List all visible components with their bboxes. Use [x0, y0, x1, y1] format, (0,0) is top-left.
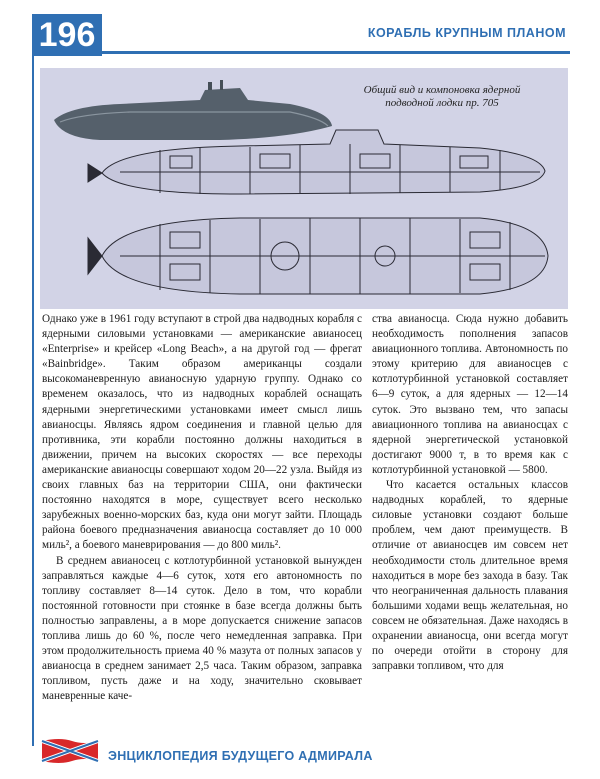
naval-flag-icon	[40, 737, 100, 765]
page-header	[0, 0, 600, 70]
section-title: КОРАБЛЬ КРУПНЫМ ПЛАНОМ	[367, 26, 566, 40]
text-column-left	[42, 312, 362, 704]
submarine-plan-section	[88, 218, 548, 294]
encyclopedia-title: ЭНЦИКЛОПЕДИЯ БУДУЩЕГО АДМИРАЛА	[108, 749, 373, 763]
paragraph: Что касается остальных классов надводных кораблей, то ядерные силовые установки создают больше проблем, чем дают преимуществ. В отличие от авианосцев им совсем нет необходимости столь длительное время находиться в море без захода в базу. Так что неограниченная дальность плавания большими ходами вещь желательная, но совсем не обязательная. Даже находясь в охранении авианосца, они всегда могут по очереди отойти в сторону для заправки топливом, что для	[372, 479, 568, 673]
paragraph: В среднем авианосец с котлотурбинной установкой вынужден заправляться каждые 4—6 суток, хотя его автономность по топливу составляет 8—14 суток. Дело в том, что корабли постоянной готовности при стоянке в базе всегда должны быть полностью заправлены, а в море допускается снижение запасов топлива лишь до 60 %, после чего немедленная заправка. При этом продолжительность приема 40 % мазута от полных запасов у авианосца в среднем занимает 2,5 часа. Таким образом, заправка топливом, пусть даже и на ходу, значительно сковывает маневренные каче-	[42, 554, 362, 703]
page-footer	[0, 735, 600, 779]
margin-rule	[32, 56, 34, 746]
paragraph: Однако уже в 1961 году вступают в строй два надводных корабля с ядерными силовыми установками — американские авианосец «Enterprise» и крейсер «Long Beach», а на другой год — фрегат «Bainbridge». Таким образом американцы создали высокоманевренную авианосную ударную группу. Однако со временем оказалось, что из надводных кораблей оснащать ядерными энергетическими установками имеет смысл лишь авианосцы. Являясь ядром соединения и главной целью для противника, эти корабли постоянно должны находиться в движении, причем на высоких скоростях — все переходы американские авианосцы совершают ходом 20—22 узла. Выйдя из своих главных баз на территории США, они фактически постоянно находятся в море, существует всего несколько зарубежных военно-морских баз, куда они могут зайти. Площадь района боевого предназначения авианосца составляет до 10 000 миль², а боевого маневрирования — до 800 миль².	[42, 313, 362, 552]
submarine-illustration	[40, 68, 568, 309]
header-rule	[102, 51, 570, 54]
submarine-exterior-view	[54, 80, 332, 140]
illustration-caption: Общий вид и компоновка ядерной подводной лодки пр. 705	[363, 84, 521, 109]
page-number: 196	[32, 14, 102, 56]
paragraph: ства авианосца. Сюда нужно добавить необходимость пополнения запасов авиационного топлива. Автономность по этому критерию для авианосцев с котлотурбинной установкой составляет 6—9 суток, а для ядерных — 12—14 суток. Это вызвано тем, что запасы авиационного топлива на авианосцах с ядерной энергетической установкой достигают 9000 т, в то время как с котлотурбинной установкой — 5800.	[372, 313, 568, 476]
text-column-right	[372, 312, 568, 674]
